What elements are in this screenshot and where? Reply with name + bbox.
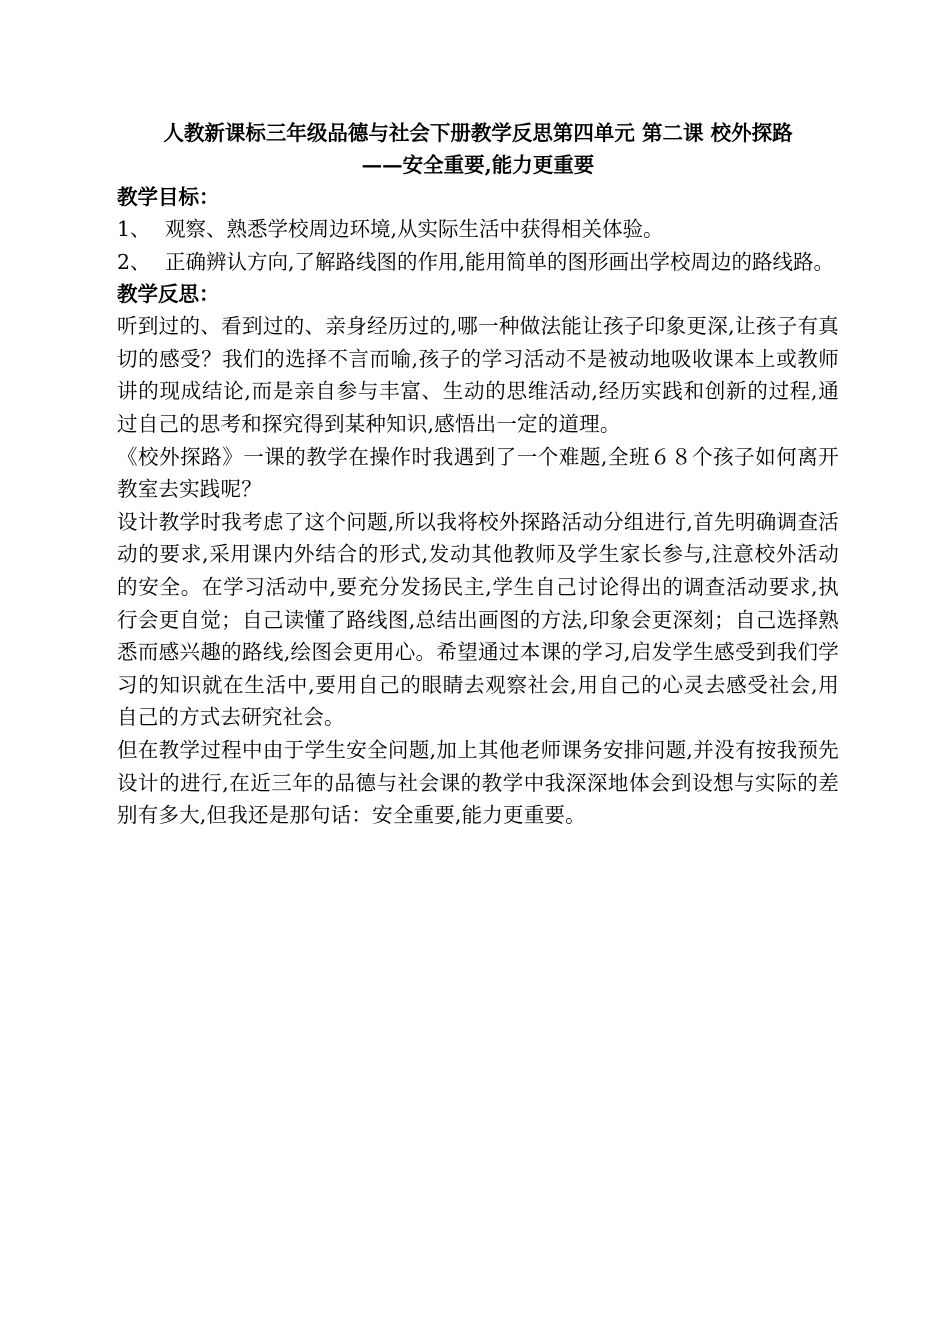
reflection-heading: 教学反思：: [117, 282, 220, 307]
document-subtitle: ——安全重要,能力更重要: [361, 153, 595, 177]
reflection-paragraph: 设计教学时我考虑了这个问题,所以我将校外探路活动分组进行,首先明确调查活动的要求,采用课内外结合的形式,发动其他教师及学生家长参与,注意校外活动的安全。在学习活动中,要充分发扬民主,学生自己讨论得出的调查活动要求,执行会更自觉；自己读懂了路线图,总结出画图的方法,印象会更深刻；自己选择熟悉而感兴趣的路线,绘图会更用心。希望通过本课的学习,启发学生感受到我们学习的知识就在生活中,要用自己的眼睛去观察社会,用自己的心灵去感受社会,用自己的方式去研究社会。: [117, 509, 839, 730]
objective-item: [117, 246, 839, 279]
reflection-paragraph: 但在教学过程中由于学生安全问题,加上其他老师课务安排问题,并没有按我预先设计的进行,在近三年的品德与社会课的教学中我深深地体会到设想与实际的差别有多大,但我还是那句话：安全重要,能力更重要。: [117, 737, 839, 828]
objective-number: 2、: [117, 249, 151, 274]
objective-item: [117, 213, 839, 246]
document-page: [117, 117, 839, 832]
reflection-paragraph: 《校外探路》一课的教学在操作时我遇到了一个难题,全班６８个孩子如何离开教室去实践呢？: [117, 444, 839, 502]
objective-number: 1、: [117, 217, 151, 241]
document-title: 人教新课标三年级品德与社会下册教学反思第四单元 第二课 校外探路: [163, 121, 793, 145]
objectives-heading: 教学目标：: [117, 185, 220, 209]
reflection-paragraph: 听到过的、看到过的、亲身经历过的,哪一种做法能让孩子印象更深,让孩子有真切的感受？我们的选择不言而喻,孩子的学习活动不是被动地吸收课本上或教师讲的现成结论,而是亲自参与丰富、生动的思维活动,经历实践和创新的过程,通过自己的思考和探究得到某种知识,感悟出一定的道理。: [117, 314, 839, 436]
objective-text: 观察、熟悉学校周边环境,从实际生活中获得相关体验。: [165, 217, 664, 241]
objective-text: 正确辨认方向,了解路线图的作用,能用简单的图形画出学校周边的路线路。: [165, 249, 835, 274]
